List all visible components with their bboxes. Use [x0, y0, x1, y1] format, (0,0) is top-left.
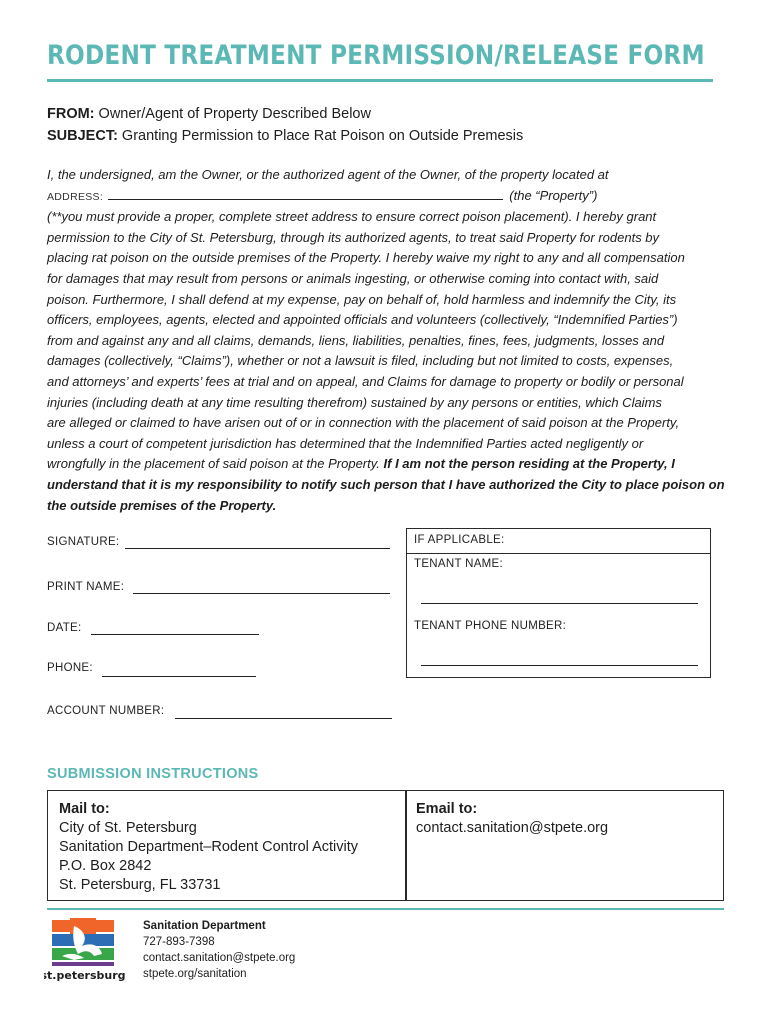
footer-web[interactable]: stpete.org/sanitation	[143, 968, 247, 980]
date-label: DATE:	[47, 622, 82, 634]
paragraph-line: injuries (including death at any time resulting therefrom) sustained by any persons or entities, which Claims	[47, 394, 662, 410]
release-paragraph	[47, 165, 727, 516]
mail-line: P.O. Box 2842	[59, 858, 152, 874]
print-name-label: PRINT NAME:	[47, 581, 125, 593]
mail-block	[59, 800, 358, 895]
subject-value: Granting Permission to Place Rat Poison on Outside Premesis	[117, 128, 524, 144]
form-title: RODENT TREATMENT PERMISSION/RELEASE FORM	[47, 40, 705, 71]
paragraph-line	[47, 454, 727, 475]
email-label: Email to:	[416, 801, 478, 817]
tenant-name-label: TENANT NAME:	[414, 558, 504, 570]
paragraph-line: are alleged or claimed to have arisen out of or in connection with the placement of said poison at the Property,	[47, 415, 680, 431]
phone-label: PHONE:	[47, 662, 93, 674]
tenant-name-field[interactable]	[421, 603, 698, 604]
email-block	[416, 800, 608, 838]
paragraph-line: placing rat poison on the outside premises of the Property. I hereby waive my right to any and all compensation	[47, 250, 685, 266]
footer-department: Sanitation Department	[143, 920, 266, 932]
from-value: Owner/Agent of Property Described Below	[94, 106, 371, 122]
account-number-field[interactable]	[175, 718, 392, 719]
footer-contact	[143, 918, 295, 982]
mail-line: St. Petersburg, FL 33731	[59, 877, 221, 893]
paragraph-line: permission to the City of St. Petersburg, through its authorized agents, to treat said Property for rodents by	[47, 229, 660, 245]
paragraph-line: for damages that may result from persons or animals ingesting, or otherwise coming into contact with, said	[47, 270, 659, 286]
paragraph-bold-2: understand that it is my responsibility to notify such person that I have authorized the City to place poison on	[47, 476, 725, 492]
paragraph-line: (**you must provide a proper, complete street address to ensure correct poison placement). I hereby grant	[47, 209, 657, 225]
paragraph-line: and attorneys’ and experts’ fees at trial and on appeal, and Claims for damage to property or bodily or personal	[47, 373, 684, 389]
submission-box-divider	[405, 790, 407, 901]
paragraph-line: unless a court of competent jurisdiction has determined that the Indemnified Parties acted negligently or	[47, 435, 644, 451]
tenant-phone-label: TENANT PHONE NUMBER:	[414, 620, 567, 632]
tenant-phone-field[interactable]	[421, 665, 698, 666]
subject-line	[47, 128, 523, 144]
paragraph-line: officers, employees, agents, elected and appointed officials and volunteers (collectively, “Indemnified Parties”)	[47, 312, 678, 328]
paragraph-line: damages (collectively, “Claims”), whether or not a lawsuit is filed, including but not limited to costs, expenses,	[47, 353, 674, 369]
mail-label: Mail to:	[59, 801, 110, 817]
paragraph-bold-1: If I am not the person residing at the Property, I	[383, 456, 675, 472]
account-number-label: ACCOUNT NUMBER:	[47, 705, 165, 717]
property-label: (the “Property”)	[509, 187, 598, 203]
st-petersburg-logo	[44, 916, 126, 982]
footer-divider	[47, 908, 724, 910]
from-label: FROM:	[47, 106, 95, 122]
tenant-box-divider	[406, 553, 711, 554]
signature-label: SIGNATURE:	[47, 536, 120, 548]
phone-field[interactable]	[102, 676, 256, 677]
signature-field[interactable]	[125, 548, 390, 549]
logo-icon	[44, 916, 126, 982]
paragraph-line: poison. Furthermore, I shall defend at my expense, pay on behalf of, hold harmless and indemnify the City, its	[47, 291, 677, 307]
subject-label: SUBJECT:	[47, 128, 118, 144]
if-applicable-label: IF APPLICABLE:	[414, 534, 505, 546]
paragraph-bold-3: the outside premises of the Property.	[47, 497, 277, 513]
email-address[interactable]: contact.sanitation@stpete.org	[416, 820, 609, 836]
logo-wordmark: st.petersburg	[44, 969, 126, 982]
date-field[interactable]	[91, 634, 259, 635]
paragraph-plain-end: wrongfully in the placement of said poison at the Property.	[47, 456, 384, 472]
title-divider	[47, 79, 713, 82]
paragraph-line: from and against any and all claims, demands, liens, liabilities, penalties, fines, fees, judgments, losses and	[47, 332, 665, 348]
mail-line: Sanitation Department–Rodent Control Activity	[59, 839, 359, 855]
footer-email[interactable]: contact.sanitation@stpete.org	[143, 952, 296, 964]
from-line	[47, 106, 371, 122]
intro-line: I, the undersigned, am the Owner, or the authorized agent of the Owner, of the property located at	[47, 167, 609, 182]
address-line	[47, 186, 727, 208]
submission-title: SUBMISSION INSTRUCTIONS	[47, 766, 259, 782]
footer-phone: 727-893-7398	[143, 936, 215, 948]
mail-line: City of St. Petersburg	[59, 820, 197, 836]
address-field[interactable]	[108, 187, 503, 200]
address-label: ADDRESS:	[47, 190, 107, 203]
print-name-field[interactable]	[133, 593, 390, 594]
